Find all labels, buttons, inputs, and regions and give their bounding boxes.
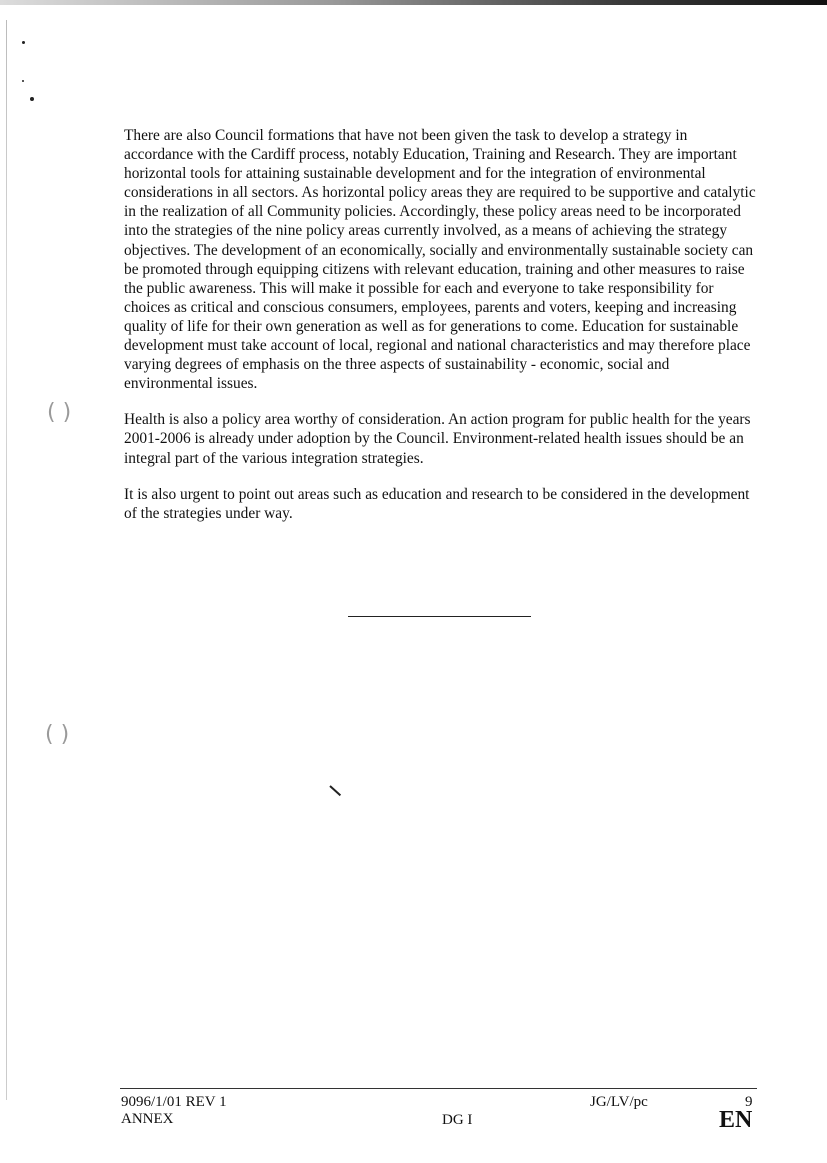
scan-speck <box>22 41 25 44</box>
footer-annex: ANNEX <box>121 1111 174 1127</box>
footer-rule <box>120 1088 757 1089</box>
punch-hole-mark: ( ) <box>45 722 70 747</box>
punch-hole-mark: ( ) <box>47 400 72 425</box>
footer-initials: JG/LV/pc <box>590 1094 648 1110</box>
paragraph: It is also urgent to point out areas such as education and research to be considered in the development of the strategies under way. <box>124 485 750 522</box>
scan-top-edge <box>0 0 827 5</box>
scan-speck <box>22 80 24 82</box>
document-body <box>124 126 758 540</box>
section-separator <box>348 616 531 617</box>
footer-dg: DG I <box>442 1112 473 1128</box>
footer-doc-ref: 9096/1/01 REV 1 <box>121 1094 227 1110</box>
paragraph: Health is also a policy area worthy of consideration. An action program for public health for the years 2001-2006 is already under adoption by the Council. Environment-related health issues should be an integral part of the various integration strategies. <box>124 411 751 467</box>
paragraph: There are also Council formations that have not been given the task to develop a strategy in accordance with the Cardiff process, notably Education, Training and Research. They are important horizontal tools for attaining sustainable development and for the integration of environmental considerations in all sectors. As horizontal policy areas they are required to be supportive and catalytic in the realization of all Community policies. Accordingly, these policy areas need to be incorporated into the strategies of the nine policy areas currently involved, as a means of achieving the strategy objectives. The development of an economically, socially and environmentally sustainable society can be promoted through equipping citizens with relevant education, training and other measures to raise the public awareness. This will make it possible for each and everyone to take responsibility for choices as critical and conscious consumers, employees, parents and voters, keeping and increasing quality of life for their own generation as well as for generations to come. Education for sustainable development must take account of local, regional and national characteristics and may therefore place varying degrees of emphasis on the three aspects of sustainability - economic, social and environmental issues. <box>124 127 756 393</box>
footer-language-code: EN <box>719 1107 753 1133</box>
scan-speck <box>30 97 34 101</box>
scan-left-edge <box>6 20 7 1100</box>
footer-page-number: 9 <box>745 1094 753 1110</box>
scan-stray-mark <box>329 785 341 796</box>
